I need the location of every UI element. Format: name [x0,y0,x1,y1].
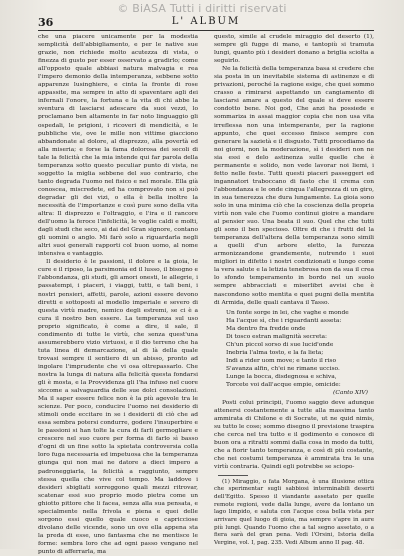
poem-line: Torcete voi dall'acque empie, omicide: [226,382,341,389]
right-paragraph-2: Posti colui principii, l'uomo saggio deve adunque attenersi costantemente a tutte alla massima tanto ammirata di Chilone e di Socrate, ut ne quid nimis, su tutto le cose; sommo disegno il previsione traspira che cerca nel tra tutto e il godimento e conosce di buon ora a ritratti sommi dalla cosa in modo da tutti, che a fiorir tanto temperanza, e così di più costante, che nei costumi temperanza è ammirata tra le una virtù contraria. Quindi egli potrebbe se sciopo- [214,400,374,471]
poem-line: Ha l'acque sì, che i riguardanti asseta: [226,317,342,324]
running-head: L' ALBUM [171,16,241,27]
left-paragraph-2: Il desiderio è le passioni, il dolore e la gioia, le cure e il riposo, la parsimonia ed il lusso, il bisogno e l'abbondanza, gli studi, gli amori onesti, le allegrie, i passatempi, i piaceri, i viaggi, tutti, e tali beni, i nostri pensieri, affetti, parole, azioni essere devono diretti e sottoposti al modello imperiale e severo di questa virtù madre, nemico degli estremi, se ci è a cura il nostro ben essere. La temperanza sul uso proprio significato, è come a dire, il sale, il condimento di tutte le virtù, che senza quest'una assumerebbero vizio virtuosi, e il dio terreno che ha tuta linea di demarcazione, al di là della quale trovasi sempre il sentiero di un abisso, pronto ad ingolare l'imprudente che vi osa oltrepassarlo. Che nostra la lunga di natura alla felicità questa fondarsi gli è mosta, e la Provvidenza gli l'ha infuso nel cuore siccome a salvaguardia delle sue dolci consolazioni. Ma il saper essere felice non è la più agevole tra le scienze. Per poco, conducire l'uomo nei desiderio di stimoli onde eccitare in se i desiderii di ciò che ad essa sembra potersi condurre, godere l'insuperbire e le passioni si han tolte la cura di farli germogliare e crescere nel suo cuore per forma di farlo sì basso d'ogni di un fine sotto la spietata controversia colla loro fuga necessaria ed impetuosa che la temperanza giunga qui non mai ne datore a dieci impero a padroneggiarla, la felicità a raggiunto, sempre stessa quella che vive col tempo. Ma laddove i desideri sbigliati sorreggono quali mezzi ritrovar, scatenar essi suo proprio modo pietra come un ghiotto pittore che li facea, senza alla sua pensata, e specialmente nella frivola e piena e quei delle sorgono essi quello quale cuoco e capricciose divolano delle vicende, sono un ove ella appena sta la preda di esse, uno fantasma che ne mentisce le forme: sembra loro che ad ogni passo vengano nel punto di afferrarla, ma [38,259,198,555]
poem-line: Ma dentro fra fredde onde [226,325,306,332]
page-header [38,16,374,31]
watermark-text: © BiASA Tutti i diritti riservati [117,2,287,15]
poem-line: Inebria l'alma tosto, e la fa lieta; [226,349,324,356]
poem-line: Indi a rider uom move; e tanto il riso [226,357,337,364]
right-intro-paragraph: questo, simile al crudele miraggio del deserto (1), sempre gli fugge di mano, e tantopiù si tramuta lungi, quanto più i desideri donano a briglia sciolta a seguirlo. [214,34,374,65]
poem-citation: (Canto XIV) [333,390,368,397]
footnote-divider [218,475,248,476]
poem-line: S'avanza alfin, ch'ei ne rimane ucciso. [226,365,340,372]
poem-quotation [214,309,374,398]
page-number: 36 [38,16,54,29]
left-column [38,33,198,555]
poem-line: Di tosco estran malignità secreta: [226,333,328,340]
footnote: (1) Miraggio, o fata Morgana, è una illusione ottica che sperimentar sugli sabbiosi interminabili deserti dell'Egitto. Spesso il viandante assetato per quelle remote regioni, vede dalla lunge, avere da lontano un lago limpido, e saluta con l'acque cosa bella vista per arrivare quel luogo di gioia, ma sempre s'apre in aure più lungi. Quando l'uomo che a tal segno assetato, o a fiera sarà del gran pena. Vedi l'Orsini, Istoria della Vergine, vol. I, pag. 235. Vedi Album anno II pag. 48. [214,478,374,547]
right-column [214,33,374,547]
left-paragraph-1: che una piacere unicamente per la modestia semplicità dell'abbigliamento, e per le native sue grazie, non richiede molto acutezza di vista, o finezza di gusto per esser osservato a gradirlo; come all'opposto quale abbiasi natura malvagia e rea l'impero demonio della intemperanza, sebbene sotto apparenze lusinghiere, e cinta la fronte di rose appassite, ma sempre in atto di spaventare agli dei infernali l'onore, la fortuna e la vita di chi abbe la sventura di lasciarsi adescare da suoi vezzi, lo proclamano ben altamente in far noto linguaggio gli ospedali, le prigioni, i ricoveri di mendicità, e le pubbliche vie, ove le mille non vittime giacciono abbandonate al dolore, al disprezzo, alla povertà ed alla miseria; e forse la fama dolorosa dei secoli di tale la felicità che la mia intende qui far parola della temperanza sotto questo peculiar punto di vista, ne soggetto la miglia sebbene del suo contrario, che tanto degrada l'uomo nel fisico e nel morale. Ella già conoscea, miscredete, ed ha comprovato non si può degradar gli dei vizi, o ella è bella inoltre la necessità de l'importanze e così pure sono della vita altra: Il disprezzo e l'oltraggio, e l'ira e il rancore dell'uomo la feroce l'infelicità, le voglie caldi e molti, dagli studi che seco, ai dai del Gran signore, contano gli uomini o anglo. Mi farò solo a riguardarla negli altri suoi generali rapporti col buon uomo, al nome intensiva e vantaggio. [38,34,198,258]
poem-line: Ch'un piccol sorso di sue lucid'onde [226,341,334,348]
poem-line: Un fonte sorge in lei, che vaghe e monde [226,309,349,316]
right-paragraph-1: Ne la felicità della temperanza basa si credere che sia posta in un inevitabile sistema di astinenze e di privazioni, peroché la ragione esige, che quei sommo crasso a rimirarsi aspettando un cangiamento di lasciarsi amare a questo del quale si deve essere condotto bene. Noi god, Che anzi ha possiede e sommariza in assai maggior copia che non usa vita irreflessa non una intemperante, per la ragione appunto, che quei eccesso finisce sempre con generare la sazietà e il disgusto. Tutti procediamo da noi giorni, non la moderazione, sì i desideri non ne sia essi e delo astinenza sulle quelle che è permanente e solido, non vede lavorar noi liemi, i fetto nelle feste. Tutti questi piaceri passeggeri ed ingannatori traboccano di fasto che il crema con l'abbondanza e le onde cinqua l'allegrezza di un giro, in sua tenerezza che dura lungamente. La gioia sono solo in una minima ciò che la coscienza della propria virtù non vale che l'uomo continui gioire a mandare al pensier suo. Una beata il suo. Quel che che tutti gli sono il ben specioso. Oltre di che i frutti del la temperanza dell'altera della temperanza sono simili a quelli d'un arbore eletto, la furezza armonizzandone grandemente, nutrendo i suoi migliori in difetto i nostri condizionati e lungo come la vera salute e la letizia tenebrosa non da sua il crea lo sfondo temperamento in bordo nel un suolo sempre abbracciati e miserlibri avvisi che è nascondono sotto mentita e quei pugni della mentita di Armida, delle quali cantava il Tasso. [214,66,374,306]
poem-line: Lunge la bocca, disdegnosa e schiva, [226,373,337,380]
